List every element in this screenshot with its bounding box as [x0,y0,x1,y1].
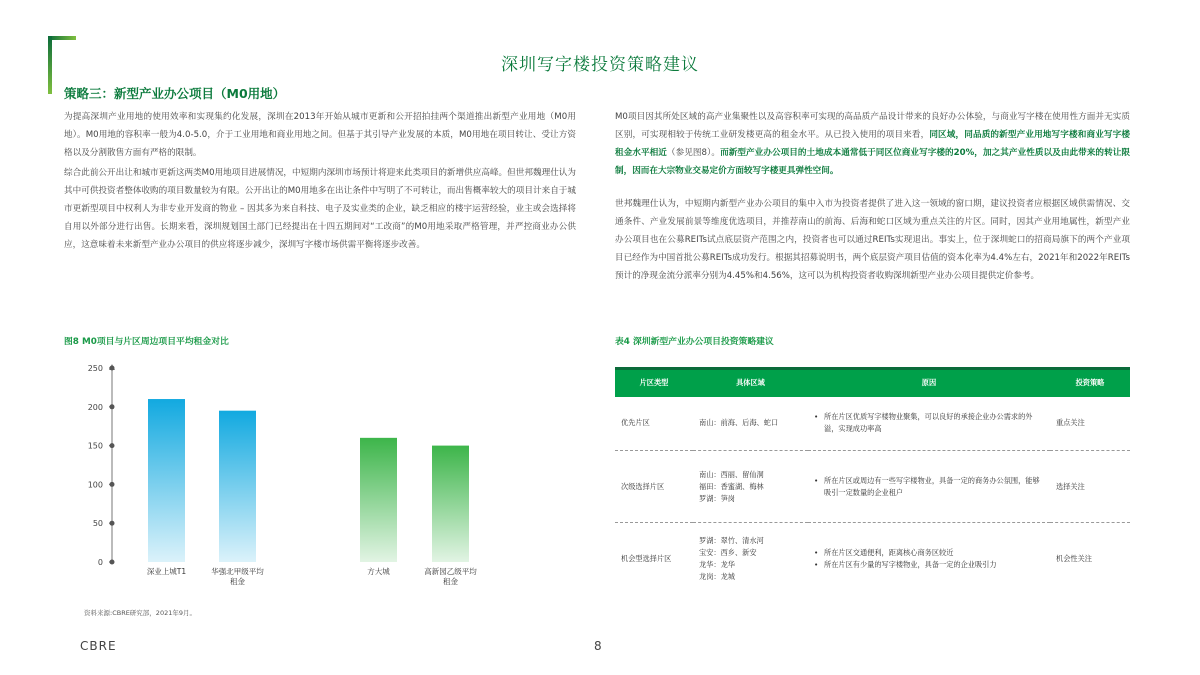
y-tick-dot [110,443,115,448]
x-category-label: 租金 [230,577,245,586]
area-line: 南山：前海、后海、蛇口 [699,418,779,428]
y-tick-label: 250 [87,364,103,373]
reason-item: • 所在片区有少量的写字楼物业，具备一定的企业吸引力 [814,559,1044,571]
reason-item: • 所在片区或周边有一些写字楼物业，具备一定的商务办公氛围，能够吸引一定数量的企业租户 [814,475,1044,499]
y-tick-label: 200 [87,402,103,412]
right-paragraph-1 [615,108,1130,180]
table-row [615,523,1130,595]
y-tick-dot [110,560,115,565]
table-header-row [615,369,1130,397]
y-tick-dot [110,366,115,371]
right-paragraph-2: 世邦魏理仕认为，中短期内新型产业办公项目的集中入市为投资者提供了进入这一领域的窗口期，建议投资者应根据区域供需情况、交通条件、产业发展前景等维度优选项目，并推荐南山的前海、后海和蛇口区域为重点关注的片区。同时，因其产业用地属性，新型产业办公项目也在公募REITs试点底层资产范围之内，投资者也可以通过REITs实现退出。事实上，位于深圳蛇口的招商局旗下的两个产业项目已经作为中国首批公募REITs成功发行。根据其招募说明书，两个底层资产项目估值的资本化率为4.4%左右，2021年和2022年REITs预计的净现金流分派率分别为4.45%和4.56%，这可以为机构投资者收购深圳新型产业办公项目提供定价参考。 [615,199,1130,281]
area-line: 宝安：西乡、新安 [699,547,757,557]
bar-1 [148,399,185,562]
left-paragraph-2: 综合此前公开出让和城市更新这两类M0用地项目进展情况，中短期内深圳市场预计将迎来此类项目的新增供应高峰。但世邦魏理仕认为其中可供投资者整体收购的项目数量较为有限。公开出让的M0用地多在出让条件中写明了不可转让，而出售概率较大的项目计来自于城市更新型项目中权利人为非专业开发商的物业 – 因其多为来自科技、电子及实业类的企业，缺乏相应的楼宇运营经验，业主或会选择将自用以外部分进行出售。长期来看，深圳规划国土部门已经提出在十四五期间对“工改商”的M0用地采取严格管理，并严控商业办公供应，这意味着未来新型产业办公项目的供应将逐步减少，深圳写字楼市场供需平衡将逐步改善。 [64,168,576,250]
header-strategy: 投资策略 [1050,369,1130,397]
table-row [615,451,1130,523]
cell-area-type: 机会型选择片区 [621,553,672,563]
left-paragraph-1: 为提高深圳产业用地的使用效率和实现集约化发展，深圳在2013年开始从城市更新和公开招拍挂两个渠道推出新型产业用地（M0用地）。M0用地的容积率一般为4.0-5.0，介于工业用地和商业用地之间。但基于其引导产业发展的本质，M0用地在项目转让、受让方资格以及分割散售方面有严格的限制。 [64,112,576,158]
cell-areas [693,397,808,451]
y-tick-label: 100 [87,480,103,490]
p1-highlight-b: 而新型产业办公项目的土地成本通常低于同区位商业写字楼的20%，加之其产业性质以及由此带来的转让限制，因而在大宗物业交易定价方面较写字楼更具弹性空间。 [615,148,1130,176]
cbre-logo: CBRE [80,639,117,653]
y-tick-label: 0 [97,558,103,567]
reason-item: • 所在片区优质写字楼物业聚集，可以良好的承接企业办公需求的外溢，实现成功率高 [814,411,1044,435]
strategy-table [615,367,1130,595]
area-line: 罗湖：翠竹、清水河 [699,535,764,545]
rent-bar-chart [60,355,530,600]
bar-4 [432,446,469,562]
x-category-label: 方大城 [367,567,390,576]
cell-areas [693,523,808,595]
y-tick-dot [110,482,115,487]
page-number: 8 [594,639,602,653]
cell-areas [693,451,808,523]
cell-strategy: 选择关注 [1050,451,1130,523]
cell-reasons [808,397,1050,451]
y-tick-label: 50 [92,519,103,529]
area-line: 龙岗：龙城 [699,571,735,581]
p1-figure-ref: （参见图8）。 [666,148,721,158]
figure-caption: 图8 M0项目与片区周边项目平均租金对比 [64,337,229,347]
bar-2 [219,411,256,562]
x-category-label: 深业上城T1 [146,567,187,576]
cell-reasons [808,451,1050,523]
page-title: 深圳写字楼投资策略建议 [501,55,699,75]
table-caption: 表4 深圳新型产业办公项目投资策略建议 [615,337,774,347]
header-specific-area: 具体区域 [693,369,808,397]
cell-strategy: 机会性关注 [1056,553,1092,563]
strategy-heading: 策略三：新型产业办公项目（M0用地） [64,86,286,101]
cell-area-type: 次级选择片区 [615,451,693,523]
area-line: 龙华：龙华 [699,559,735,569]
area-line: 南山：西丽、留仙洞 [699,469,764,479]
p1-highlight-a: 同区域，同品质的新型产业用地写字楼和商业写字楼租金水平相近 [615,130,1130,158]
table-row [615,397,1130,451]
y-tick-dot [110,404,115,409]
header-reason: 原因 [808,369,1050,397]
y-tick-dot [110,521,115,526]
reason-item: • 所在片区交通便利，距离核心商务区较近 [814,547,1044,559]
x-category-label: 华强北甲级平均 [211,567,264,576]
cell-area-type: 优先片区 [615,397,693,451]
source-note: 资料来源:CBRE研究部，2021年9月。 [84,609,196,617]
area-line: 罗湖：笋岗 [699,493,735,503]
corner-accent-horizontal [48,36,76,40]
y-tick-label: 150 [87,441,103,451]
x-category-label: 租金 [443,577,458,586]
x-category-label: 高新园乙级平均 [424,567,477,576]
bar-3 [360,438,397,562]
header-area-type: 片区类型 [615,369,693,397]
area-line: 福田：香蜜湖、梅林 [699,481,764,491]
p1-text: M0项目因其所处区域的高产业集聚性以及高容积率可实现的高品质产品设计带来的良好办公体验，与商业写字楼在使用性方面并无实质区别，可实现相较于传统工业研发楼更高的租金水平。从已投入使用的项目来看， [615,112,1130,140]
cell-reasons [808,523,1050,595]
cell-strategy: 重点关注 [1050,397,1130,451]
